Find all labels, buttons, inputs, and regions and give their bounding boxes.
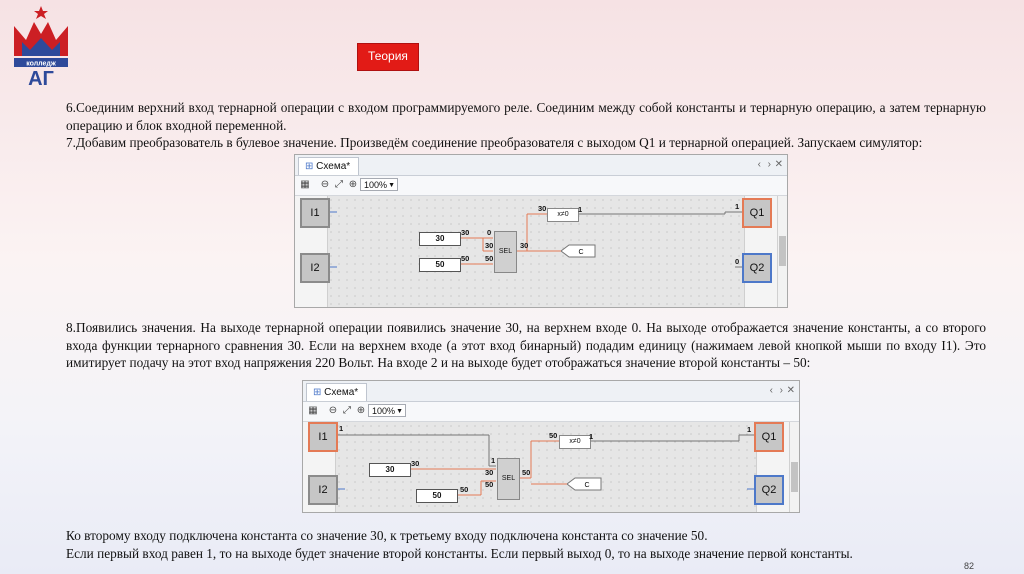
tab-scroll-left-icon[interactable]: ‹ (757, 159, 761, 170)
sel-label: SEL (498, 248, 513, 255)
constant-a-value: 30 (385, 465, 395, 474)
value-const-b: 50 (461, 254, 470, 263)
conclusion-line-2: Если первый вход равен 1, то на выходе будет значение второй константы. Если первый выход 0, то на выходе значение первой константы. (66, 545, 853, 561)
zoom-out-icon[interactable]: ⊖ (328, 405, 338, 416)
value-q1: 1 (747, 425, 752, 434)
tab-scheme[interactable] (298, 157, 359, 175)
instruction-paragraph-2 (66, 319, 986, 372)
value-sel-out: 30 (520, 241, 529, 250)
svg-text:C: C (578, 249, 584, 256)
sel-label: SEL (501, 475, 516, 482)
bool-converter-block[interactable] (547, 208, 579, 222)
college-logo (8, 4, 74, 88)
zoom-value: 100% (364, 180, 388, 190)
editor-tab-bar (295, 155, 787, 176)
value-sel-in1: 0 (487, 228, 492, 237)
input-i1[interactable] (308, 422, 338, 452)
zoom-select[interactable] (368, 404, 406, 417)
zoom-value: 100% (372, 406, 396, 416)
value-i1: 1 (339, 424, 344, 433)
scheme-icon: ⊞ (313, 387, 322, 398)
scheme-editor-screenshot-2 (302, 380, 800, 513)
theory-badge: Теория (357, 43, 419, 71)
input-i1[interactable] (300, 198, 330, 228)
tab-scroll-left-icon[interactable]: ‹ (769, 385, 773, 396)
value-converter-in: 50 (549, 431, 558, 440)
scheme-canvas[interactable] (303, 422, 799, 512)
tab-scroll-right-icon[interactable]: › (767, 159, 771, 170)
output-q2-label: Q2 (761, 484, 777, 496)
conclusion-paragraph (66, 527, 986, 562)
svg-text:C: C (584, 482, 590, 489)
zoom-fit-icon[interactable]: ⤢ (335, 179, 343, 190)
value-const-a: 30 (411, 459, 420, 468)
step-7-text: 7.Добавим преобразователь в булевое значение. Произведём соединение преобразователя с выходом Q1 и тернарной операцией. Запускаем симулятор: (66, 135, 923, 150)
constant-block-a[interactable] (369, 463, 411, 477)
output-q2[interactable] (742, 253, 772, 283)
editor-toolbar (295, 176, 787, 196)
value-sel-in2: 30 (485, 241, 494, 250)
value-converter-in: 30 (538, 204, 547, 213)
variable-c-block[interactable] (561, 244, 597, 258)
tab-scroll-right-icon[interactable]: › (779, 385, 783, 396)
constant-a-value: 30 (435, 234, 445, 243)
output-q2-label: Q2 (749, 262, 765, 274)
value-const-a: 30 (461, 228, 470, 237)
step-8-text: 8.Появились значения. На выходе тернарной операции появились значение 30, на верхнем входе 0. На выходе отображается значение константы, а со второго входа функции тернарного сравнения 30. Если на верхнем входе (а этот вход бинарный) подадим единицу (нажимаем левой кнопкой мыши по входу I1). Это имитирует подачу на этот вход напряжения 220 Вольт. На входе 2 и на выходе будет отображаться значение второй константы – 50: (66, 320, 986, 370)
value-sel-in1: 1 (491, 456, 496, 465)
bool-converter-block[interactable] (559, 432, 594, 449)
scheme-icon: ⊞ (305, 161, 314, 172)
variable-c-block[interactable] (567, 477, 603, 491)
value-const-b: 50 (460, 485, 469, 494)
output-q1[interactable] (742, 198, 772, 228)
step-6-text: 6.Соединим верхний вход тернарной операции с входом программируемого реле. Соединим между собой константы и тернарную операцию, а затем тернарную операцию и блок входной переменной. (66, 100, 986, 133)
output-q1[interactable] (754, 422, 784, 452)
constant-b-value: 50 (432, 491, 442, 500)
grid-icon[interactable]: ▦ (308, 405, 318, 416)
value-q1: 1 (735, 202, 740, 211)
tab-scheme-label: Схема* (316, 161, 351, 172)
instruction-paragraph-1 (66, 99, 986, 152)
value-sel-in3: 50 (485, 480, 494, 489)
value-converter-out: 1 (589, 432, 594, 441)
zoom-in-icon[interactable]: ⊕ (356, 405, 366, 416)
zoom-fit-icon[interactable]: ⤢ (343, 405, 351, 416)
zoom-in-icon[interactable]: ⊕ (348, 179, 358, 190)
input-i2-label: I2 (318, 484, 328, 496)
conclusion-line-1: Ко второму входу подключена константа со значение 30, к третьему входу подключена константа со значение 50. (66, 528, 708, 543)
value-sel-in3: 50 (485, 254, 494, 263)
editor-toolbar (303, 402, 799, 422)
tab-scheme[interactable] (306, 383, 367, 401)
output-q2[interactable] (754, 475, 784, 505)
chevron-down-icon: ▼ (388, 182, 395, 189)
ternary-sel-block[interactable] (497, 458, 520, 500)
editor-tab-bar (303, 381, 799, 402)
chevron-down-icon: ▼ (396, 408, 403, 415)
converter-label: x≠0 (557, 211, 569, 218)
output-q1-label: Q1 (749, 207, 765, 219)
output-q1-label: Q1 (761, 431, 777, 443)
zoom-select[interactable] (360, 178, 398, 191)
value-converter-out: 1 (578, 205, 583, 214)
value-sel-in2: 30 (485, 468, 494, 477)
constant-block-a[interactable] (419, 232, 461, 246)
constant-block-b[interactable] (416, 489, 458, 503)
grid-icon[interactable]: ▦ (300, 179, 310, 190)
value-sel-out: 50 (522, 468, 531, 477)
close-icon[interactable]: ✕ (786, 385, 795, 396)
input-i2[interactable] (308, 475, 338, 505)
constant-block-b[interactable] (419, 258, 461, 272)
page-number: 82 (964, 561, 975, 571)
input-i1-label: I1 (310, 207, 320, 219)
constant-b-value: 50 (435, 260, 445, 269)
converter-label: x≠0 (569, 438, 581, 445)
value-q2: 0 (735, 257, 740, 266)
scheme-editor-screenshot-1 (294, 154, 788, 308)
tab-scheme-label: Схема* (324, 387, 359, 398)
scheme-canvas[interactable] (295, 196, 787, 307)
input-i2-label: I2 (310, 262, 320, 274)
input-i1-label: I1 (318, 431, 328, 443)
close-icon[interactable]: ✕ (774, 159, 783, 170)
zoom-out-icon[interactable]: ⊖ (320, 179, 330, 190)
svg-text:АГ: АГ (28, 68, 54, 88)
ternary-sel-block[interactable] (494, 231, 517, 273)
svg-text:колледж: колледж (26, 60, 56, 68)
input-i2[interactable] (300, 253, 330, 283)
